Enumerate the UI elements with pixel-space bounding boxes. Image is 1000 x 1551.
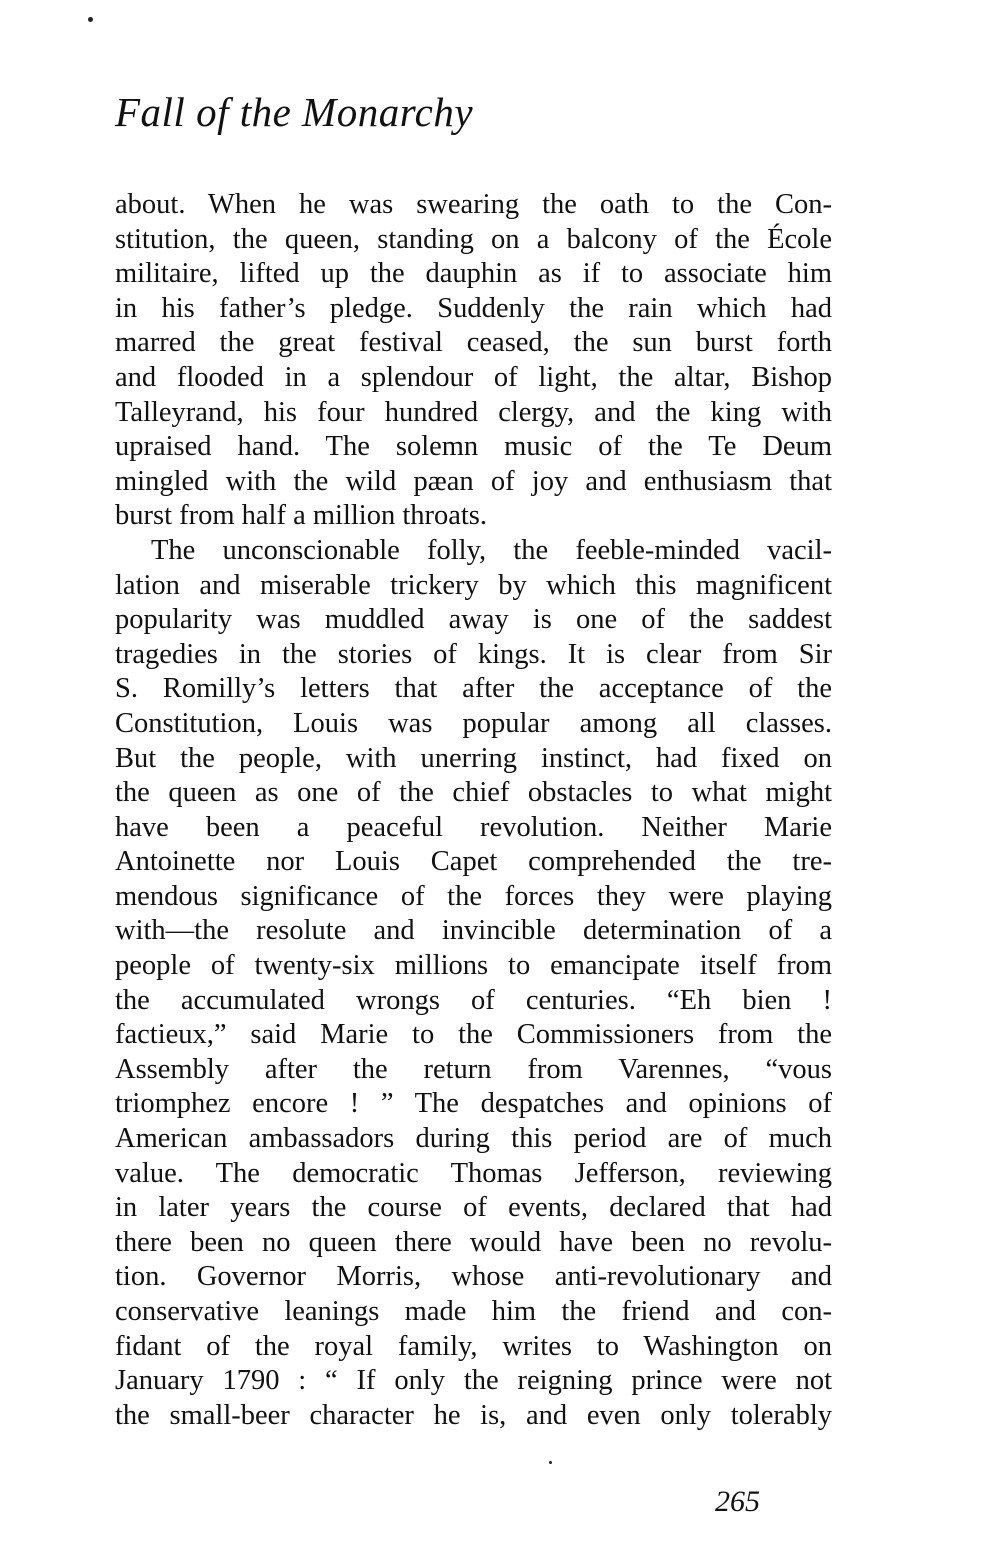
- text-line: factieux,” said Marie to the Commissioners from the: [115, 1019, 832, 1051]
- body-text: [115, 188, 832, 1433]
- text-line: stitution, the queen, standing on a balcony of the École: [115, 223, 832, 255]
- text-line: lation and miserable trickery by which this magnificent: [115, 569, 832, 601]
- text-line: The unconscionable folly, the feeble-minded vacil-: [151, 534, 832, 566]
- text-line: in later years the course of events, declared that had: [115, 1192, 832, 1224]
- text-line: Antoinette nor Louis Capet comprehended the tre-: [115, 846, 832, 878]
- scan-speck: [549, 1461, 552, 1464]
- text-line: the small-beer character he is, and even only tolerably: [115, 1399, 832, 1431]
- page-title: Fall of the Monarchy: [115, 89, 474, 135]
- text-line: popularity was muddled away is one of the saddest: [115, 604, 832, 636]
- text-line: S. Romilly’s letters that after the acceptance of the: [115, 673, 832, 705]
- text-line: there been no queen there would have been no revolu-: [115, 1226, 832, 1258]
- text-line: Assembly after the return from Varennes, “vous: [115, 1053, 832, 1085]
- text-line: Talleyrand, his four hundred clergy, and the king with: [115, 396, 832, 428]
- text-line: value. The democratic Thomas Jefferson, reviewing: [115, 1157, 832, 1189]
- text-line: upraised hand. The solemn music of the Te Deum: [115, 431, 832, 463]
- text-line: mendous significance of the forces they were playing: [115, 880, 832, 912]
- text-line: tion. Governor Morris, whose anti-revolutionary and: [115, 1261, 832, 1293]
- text-line: in his father’s pledge. Suddenly the rain which had: [115, 292, 832, 324]
- text-line: the accumulated wrongs of centuries. “Eh bien !: [115, 984, 832, 1016]
- text-line: But the people, with unerring instinct, had fixed on: [115, 742, 832, 774]
- page-number: 265: [715, 1485, 760, 1518]
- text-line: American ambassadors during this period are of much: [115, 1123, 832, 1155]
- text-line: triomphez encore ! ” The despatches and opinions of: [115, 1088, 832, 1120]
- text-line: and flooded in a splendour of light, the altar, Bishop: [115, 361, 832, 393]
- text-line: with—the resolute and invincible determination of a: [115, 915, 832, 947]
- text-line: January 1790 : “ If only the reigning prince were not: [115, 1365, 832, 1397]
- text-line: militaire, lifted up the dauphin as if to associate him: [115, 258, 832, 290]
- text-line: tragedies in the stories of kings. It is clear from Sir: [115, 638, 832, 670]
- text-line: Constitution, Louis was popular among all classes.: [115, 707, 832, 739]
- text-line: have been a peaceful revolution. Neither Marie: [115, 811, 832, 843]
- text-line: marred the great festival ceased, the sun burst forth: [115, 327, 832, 359]
- text-line: the queen as one of the chief obstacles to what might: [115, 777, 832, 809]
- text-line: mingled with the wild pæan of joy and enthusiasm that: [115, 465, 832, 497]
- text-line: fidant of the royal family, writes to Washington on: [115, 1330, 832, 1362]
- text-line: conservative leanings made him the friend and con-: [115, 1296, 832, 1327]
- text-line: burst from half a million throats.: [115, 500, 488, 532]
- text-line: people of twenty-six millions to emancipate itself from: [115, 950, 832, 982]
- text-line: about. When he was swearing the oath to the Con-: [115, 189, 832, 220]
- scan-speck: [88, 17, 93, 22]
